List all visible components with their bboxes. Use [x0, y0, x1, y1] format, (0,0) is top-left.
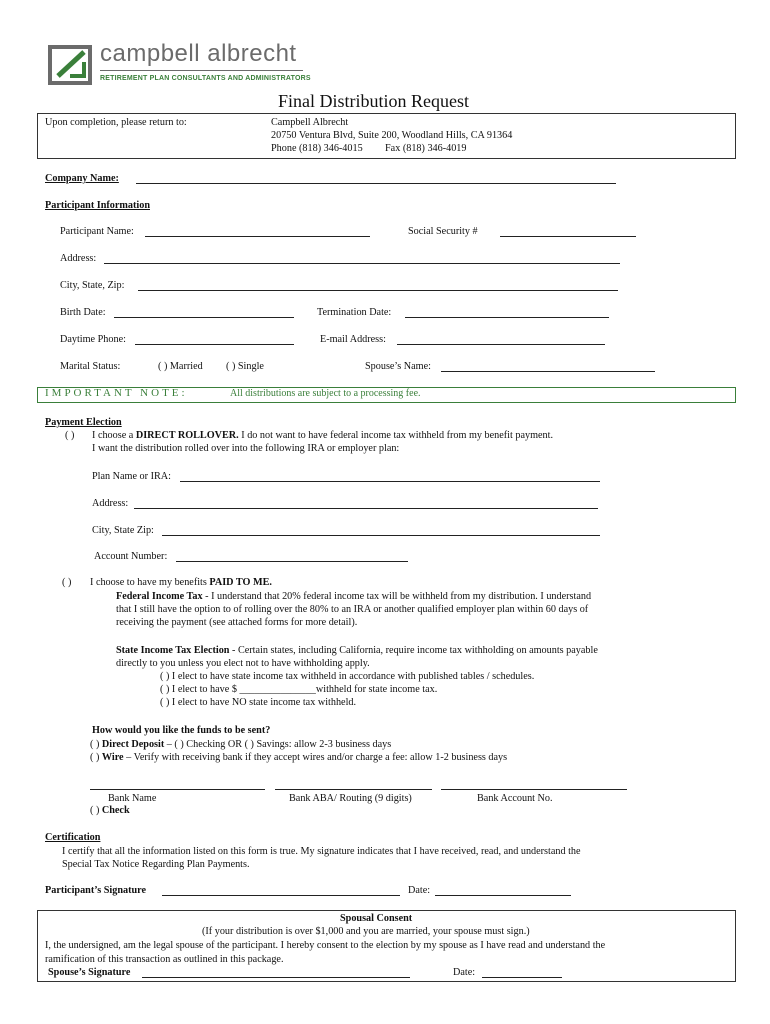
spousal-subheading: (If your distribution is over $1,000 and you are married, your spouse must sign.)	[202, 926, 530, 937]
plan-name-field[interactable]	[180, 481, 600, 482]
state-tax-text: State Income Tax Election - Certain states, including California, require income tax withholding on amounts payable	[116, 645, 598, 656]
state-option-3[interactable]: ( ) I elect to have NO state income tax withheld.	[160, 697, 357, 708]
spousal-text-2: ramification of this transaction as outlined in this package.	[45, 954, 284, 965]
state-option-2[interactable]: ( ) I elect to have $ _______________withheld for state income tax.	[160, 684, 438, 695]
federal-tax-text-2: that I still have the option to of rolling over the 80% to an IRA or another qualified employer plan within 60 days of	[116, 604, 589, 615]
spouse-signature-field[interactable]	[142, 977, 410, 978]
address-field[interactable]	[104, 263, 620, 264]
account-number-label: Account Number:	[94, 551, 168, 562]
participant-signature-field[interactable]	[162, 895, 400, 896]
page-title: Final Distribution Request	[278, 91, 469, 111]
company-logo	[44, 44, 94, 89]
bank-account-label: Bank Account No.	[477, 793, 553, 804]
phone-field[interactable]	[135, 344, 294, 345]
return-label: Upon completion, please return to:	[45, 117, 187, 128]
city-field[interactable]	[138, 290, 618, 291]
bank-aba-field[interactable]	[275, 789, 432, 790]
termination-date-field[interactable]	[405, 317, 609, 318]
return-phone: Phone (818) 346-4015	[271, 143, 363, 154]
check-option[interactable]: ( ) Check	[90, 805, 130, 816]
rollover-checkbox[interactable]: ( )	[65, 430, 75, 441]
participant-name-label: Participant Name:	[60, 226, 134, 237]
certification-heading: Certification	[45, 832, 101, 843]
phone-label: Daytime Phone:	[60, 334, 126, 345]
spousal-text: I, the undersigned, am the legal spouse of the participant. I hereby consent to the election by my spouse as I have read and understand the	[45, 940, 606, 951]
ssn-label: Social Security #	[408, 226, 478, 237]
spousal-heading: Spousal Consent	[340, 913, 413, 924]
participant-heading: Participant Information	[45, 200, 150, 211]
rollover-city-field[interactable]	[162, 535, 600, 536]
certification-text: I certify that all the information listed on this form is true. My signature indicates that I have received, read, and understand the	[62, 846, 581, 857]
logo-tagline: RETIREMENT PLAN CONSULTANTS AND ADMINISTRATORS	[100, 75, 311, 82]
federal-tax-text: Federal Income Tax - I understand that 20% federal income tax will be withheld from my distribution. I understand	[116, 591, 592, 602]
logo-name: campbell albrecht	[100, 40, 297, 67]
spouse-name-label: Spouse’s Name:	[365, 361, 431, 372]
paid-to-me-text: I choose to have my benefits PAID TO ME.	[90, 577, 272, 588]
rollover-address-field[interactable]	[134, 508, 598, 509]
logo-divider	[100, 70, 303, 71]
paid-to-me-checkbox[interactable]: ( )	[62, 577, 72, 588]
rollover-text: I choose a DIRECT ROLLOVER. I do not want to have federal income tax withheld from my benefit payment.	[92, 430, 554, 441]
participant-date-label: Date:	[408, 885, 431, 896]
bank-account-field[interactable]	[441, 789, 627, 790]
important-note-text: All distributions are subject to a processing fee.	[230, 388, 421, 399]
participant-name-field[interactable]	[145, 236, 370, 237]
bank-name-field[interactable]	[90, 789, 265, 790]
spouse-name-field[interactable]	[441, 371, 655, 372]
spouse-signature-label: Spouse’s Signature	[48, 967, 131, 978]
email-field[interactable]	[397, 344, 605, 345]
participant-date-field[interactable]	[435, 895, 571, 896]
ssn-field[interactable]	[500, 236, 636, 237]
logo-mark-icon	[44, 44, 94, 86]
wire-option[interactable]: ( ) Wire – Verify with receiving bank if they accept wires and/or charge a fee: allow 1-2 business days	[90, 752, 508, 763]
spouse-date-field[interactable]	[482, 977, 562, 978]
state-option-1[interactable]: ( ) I elect to have state income tax withheld in accordance with published tables / schedules.	[160, 671, 535, 682]
bank-aba-label: Bank ABA/ Routing (9 digits)	[289, 793, 412, 804]
rollover-address-label: Address:	[92, 498, 129, 509]
birth-date-field[interactable]	[114, 317, 294, 318]
important-note-label: IMPORTANT NOTE:	[45, 387, 188, 399]
termination-date-label: Termination Date:	[317, 307, 392, 318]
plan-name-label: Plan Name or IRA:	[92, 471, 171, 482]
payment-heading: Payment Election	[45, 417, 122, 428]
certification-text-2: Special Tax Notice Regarding Plan Payments.	[62, 859, 250, 870]
city-label: City, State, Zip:	[60, 280, 125, 291]
rollover-city-label: City, State Zip:	[92, 525, 154, 536]
direct-deposit-option[interactable]: ( ) Direct Deposit – ( ) Checking OR ( ) Savings: allow 2-3 business days	[90, 739, 392, 750]
return-fax: Fax (818) 346-4019	[385, 143, 467, 154]
account-number-field[interactable]	[176, 561, 408, 562]
bank-name-label: Bank Name	[108, 793, 157, 804]
return-address: 20750 Ventura Blvd, Suite 200, Woodland Hills, CA 91364	[271, 130, 513, 141]
rollover-text-2: I want the distribution rolled over into the following IRA or employer plan:	[92, 443, 400, 454]
single-option[interactable]: ( ) Single	[226, 361, 264, 372]
email-label: E-mail Address:	[320, 334, 386, 345]
company-name-label: Company Name:	[45, 173, 119, 184]
company-name-field[interactable]	[136, 183, 616, 184]
married-option[interactable]: ( ) Married	[158, 361, 203, 372]
federal-tax-text-3: receiving the payment (see attached forms for more detail).	[116, 617, 358, 628]
spouse-date-label: Date:	[453, 967, 476, 978]
address-label: Address:	[60, 253, 97, 264]
funds-heading: How would you like the funds to be sent?	[92, 725, 271, 736]
participant-signature-label: Participant’s Signature	[45, 885, 147, 896]
return-company: Campbell Albrecht	[271, 117, 349, 128]
marital-label: Marital Status:	[60, 361, 121, 372]
state-tax-text-2: directly to you unless you elect not to have withholding apply.	[116, 658, 370, 669]
birth-date-label: Birth Date:	[60, 307, 106, 318]
